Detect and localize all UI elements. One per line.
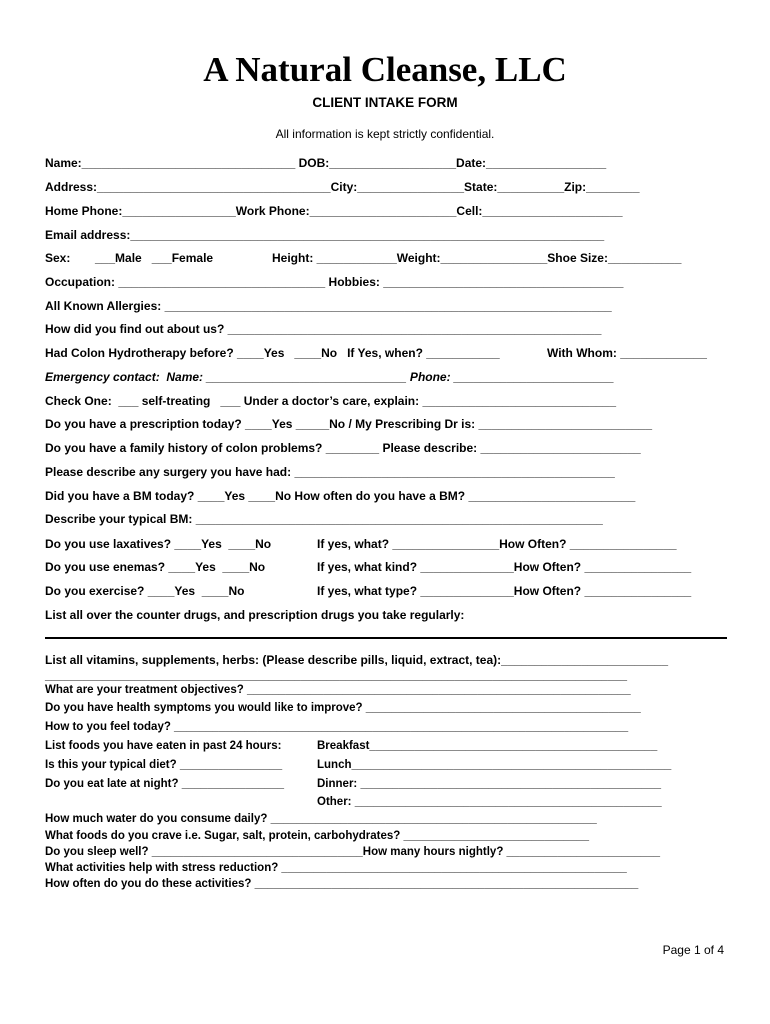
- dinner-field[interactable]: Dinner: _______________________________________________: [317, 778, 662, 790]
- sex-options[interactable]: ___Male ___Female: [95, 251, 214, 265]
- address-row[interactable]: Address:___________________________________City:________________State:__________Zip:________: [45, 180, 640, 194]
- section-divider: [45, 637, 727, 639]
- sleep-row[interactable]: Do you sleep well? _________________________________How many hours nightly? ________________________: [45, 846, 661, 858]
- typical-diet-row[interactable]: Is this your typical diet? ________________: [45, 759, 283, 771]
- laxatives-detail[interactable]: If yes, what? ________________How Often? ________________: [317, 537, 677, 551]
- family-history-row[interactable]: Do you have a family history of colon problems? ________ Please describe: ________________________: [45, 441, 641, 455]
- colon-hydrotherapy-row[interactable]: Had Colon Hydrotherapy before? ____Yes ____No If Yes, when? ___________: [45, 346, 500, 360]
- feel-today-row[interactable]: How to you feel today? _______________________________________________________________________: [45, 721, 629, 733]
- confidential-note: All information is kept strictly confidential.: [275, 127, 495, 141]
- foods-label: List foods you have eaten in past 24 hours:: [45, 740, 282, 752]
- email-row[interactable]: Email address:_______________________________________________________________________: [45, 228, 605, 242]
- stress-row[interactable]: What activities help with stress reduction? ______________________________________________________: [45, 862, 627, 874]
- with-whom-field[interactable]: With Whom: _____________: [547, 346, 707, 360]
- other-field[interactable]: Other: ________________________________________________: [317, 796, 662, 808]
- enemas-detail[interactable]: If yes, what kind? ______________How Often? ________________: [317, 560, 692, 574]
- form-title: A Natural Cleanse, LLC: [203, 50, 567, 89]
- check-one-row[interactable]: Check One: ___ self-treating ___ Under a doctor’s care, explain: _____________________________: [45, 394, 617, 408]
- typical-bm-row[interactable]: Describe your typical BM: _____________________________________________________________: [45, 512, 603, 526]
- form-subtitle: CLIENT INTAKE FORM: [312, 95, 458, 110]
- phone-row[interactable]: Home Phone:_________________Work Phone:______________________Cell:_____________________: [45, 204, 623, 218]
- name-dob-date-row[interactable]: Name:________________________________ DOB:___________________Date:__________________: [45, 156, 607, 170]
- referral-row[interactable]: How did you find out about us? ________________________________________________________: [45, 322, 602, 336]
- vitamins-continuation-line[interactable]: ___________________________________________________________________________________________: [45, 670, 628, 682]
- activities-frequency-row[interactable]: How often do you do these activities? ____________________________________________________________: [45, 878, 639, 890]
- exercise-detail[interactable]: If yes, what type? ______________How Often? ________________: [317, 584, 692, 598]
- emergency-contact-row[interactable]: Emergency contact: Name: ______________________________ Phone: ________________________: [45, 370, 615, 384]
- sex-label: Sex:: [45, 251, 71, 265]
- lunch-field[interactable]: Lunch__________________________________________________: [317, 759, 672, 771]
- surgery-row[interactable]: Please describe any surgery you have had: ________________________________________________: [45, 465, 615, 479]
- objectives-row[interactable]: What are your treatment objectives? ____________________________________________________________: [45, 684, 631, 696]
- bm-today-row[interactable]: Did you have a BM today? ____Yes ____No How often do you have a BM? _________________________: [45, 489, 636, 503]
- enemas-question[interactable]: Do you use enemas? ____Yes ____No: [45, 560, 266, 574]
- water-row[interactable]: How much water do you consume daily? ___________________________________________________: [45, 813, 597, 825]
- height-weight-shoe-row[interactable]: Height: ____________Weight:________________Shoe Size:___________: [272, 251, 682, 265]
- late-night-row[interactable]: Do you eat late at night? ________________: [45, 778, 285, 790]
- occupation-row[interactable]: Occupation: _______________________________ Hobbies: ____________________________________: [45, 275, 624, 289]
- laxatives-question[interactable]: Do you use laxatives? ____Yes ____No: [45, 537, 272, 551]
- breakfast-field[interactable]: Breakfast_____________________________________________: [317, 740, 658, 752]
- cravings-row[interactable]: What foods do you crave i.e. Sugar, salt, protein, carbohydrates? _____________________________: [45, 830, 589, 842]
- allergies-row[interactable]: All Known Allergies: ___________________________________________________________________: [45, 299, 612, 313]
- prescription-row[interactable]: Do you have a prescription today? ____Yes _____No / My Prescribing Dr is: __________________________: [45, 417, 653, 431]
- page-number: Page 1 of 4: [662, 943, 724, 957]
- exercise-question[interactable]: Do you exercise? ____Yes ____No: [45, 584, 245, 598]
- drugs-row: List all over the counter drugs, and prescription drugs you take regularly:: [45, 608, 465, 622]
- vitamins-row[interactable]: List all vitamins, supplements, herbs: (Please describe pills, liquid, extract, tea):_________________________: [45, 653, 668, 667]
- symptoms-row[interactable]: Do you have health symptoms you would like to improve? ___________________________________________: [45, 702, 641, 714]
